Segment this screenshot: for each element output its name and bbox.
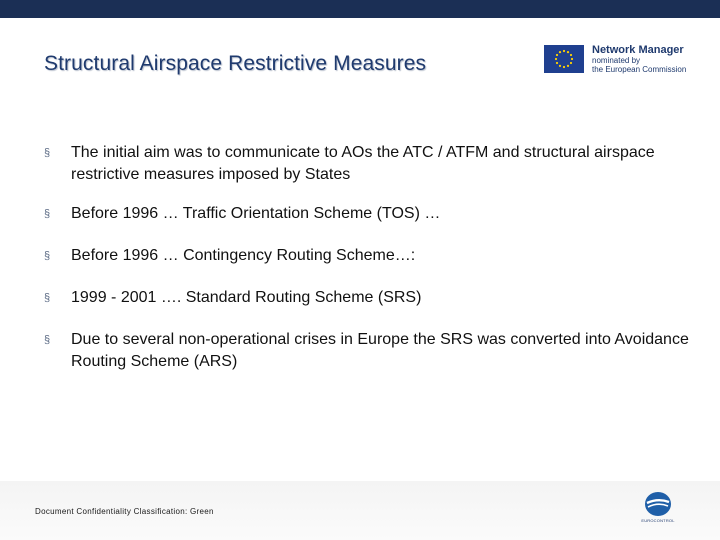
- bullet-marker: §: [44, 147, 51, 159]
- network-manager-subtitle-2: the European Commission: [592, 65, 687, 74]
- page-title: Structural Airspace Restrictive Measures: [44, 52, 427, 75]
- eurocontrol-logo-icon: [638, 490, 678, 528]
- bullet-item: [44, 287, 694, 309]
- network-manager-logo: [544, 44, 694, 76]
- bullet-marker: §: [44, 208, 51, 220]
- eurocontrol-name: EUROCONTROL: [641, 518, 675, 523]
- bullet-text: 1999 - 2001 …. Standard Routing Scheme (SRS): [71, 289, 422, 306]
- bullet-text: The initial aim was to communicate to AOs the ATC / ATFM and structural airspace restrictive measures imposed by States: [71, 144, 655, 183]
- top-bar: [0, 0, 720, 18]
- confidentiality-classification: Document Confidentiality Classification: Green: [35, 507, 214, 516]
- bullet-item: [44, 142, 694, 186]
- bullet-text: Due to several non-operational crises in Europe the SRS was converted into Avoidance Routing Scheme (ARS): [71, 331, 689, 370]
- bullet-text: Before 1996 … Traffic Orientation Scheme (TOS) …: [71, 205, 441, 222]
- network-manager-subtitle-1: nominated by: [592, 56, 641, 65]
- bullet-item: [44, 245, 694, 267]
- eu-flag-icon: [544, 45, 584, 73]
- bullet-marker: §: [44, 250, 51, 262]
- network-manager-text: [592, 44, 686, 74]
- bullet-list: [44, 142, 694, 373]
- bullet-marker: §: [44, 334, 51, 346]
- bullet-text: Before 1996 … Contingency Routing Scheme…:: [71, 247, 416, 264]
- bullet-marker: §: [44, 292, 51, 304]
- bullet-item: [44, 203, 694, 225]
- bullet-item: [44, 329, 694, 373]
- network-manager-name: Network Manager: [592, 44, 684, 56]
